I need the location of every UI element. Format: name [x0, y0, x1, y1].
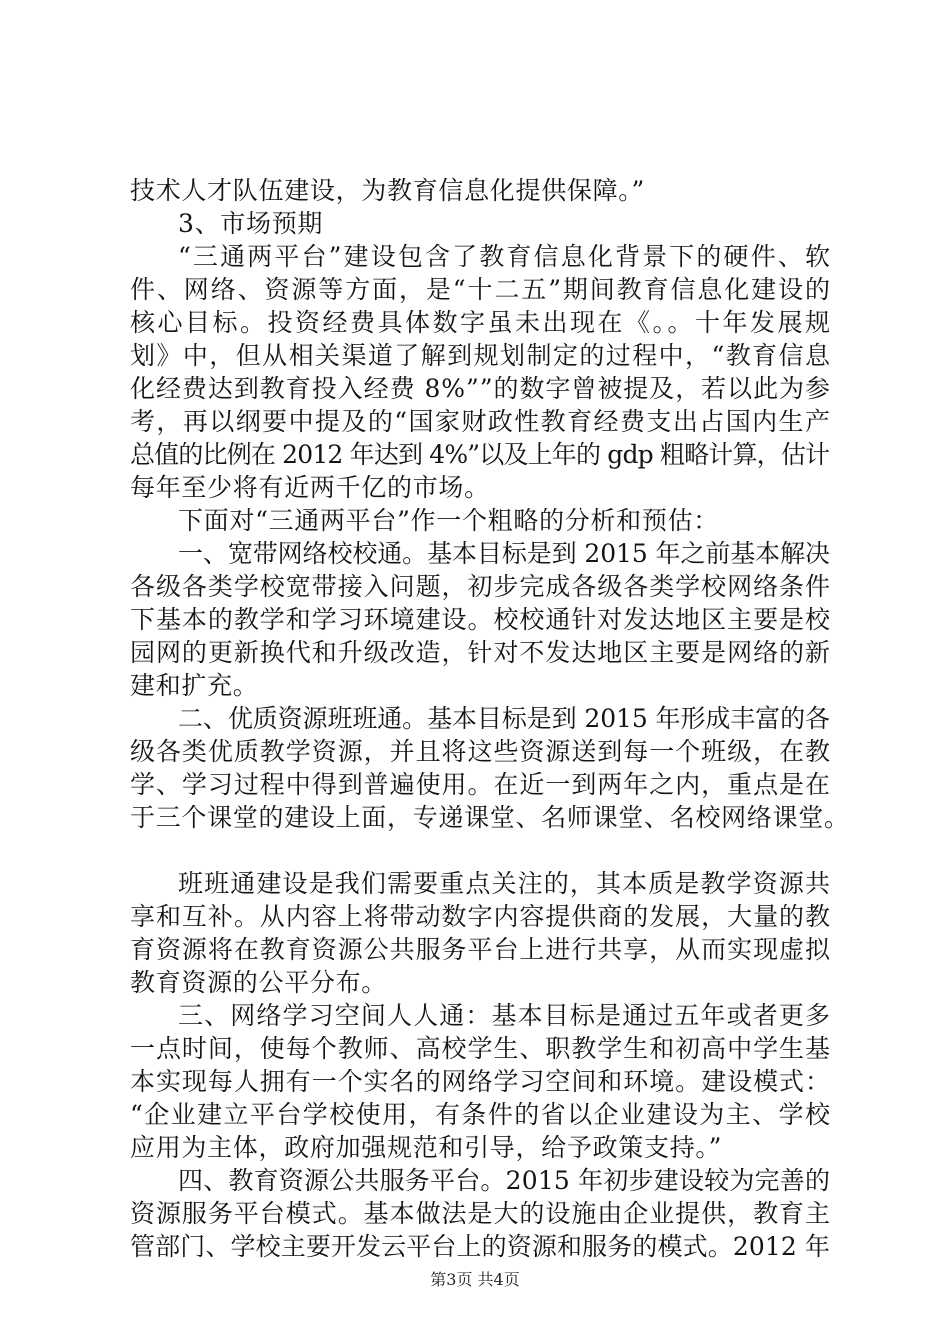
text-line: 应用为主体，政府加强规范和引导，给予政策支持。”	[130, 1133, 723, 1162]
text-line: 技术人才队伍建设，为教育信息化提供保障。”	[130, 176, 645, 205]
text-line: 级各类优质教学资源，并且将这些资源送到每一个班级，在教	[130, 737, 831, 766]
paragraph	[130, 240, 833, 504]
text-line: 教育资源的公平分布。	[130, 968, 388, 997]
text-line: 核心目标。投资经费具体数字虽未出现在《。。十年发展规	[130, 308, 833, 337]
page-footer	[0, 1267, 950, 1293]
text-line: “三通两平台”建设包含了教育信息化背景下的硬件、软	[178, 242, 833, 271]
text-line: 于三个课堂的建设上面，专递课堂、名师课堂、名校网络课堂。	[130, 803, 850, 832]
text-line: 件、网络、资源等方面，是“十二五”期间教育信息化建设的	[130, 275, 832, 304]
text-line: 学、学习过程中得到普遍使用。在近一到两年之内，重点是在	[130, 770, 831, 799]
text-line: 育资源将在教育资源公共服务平台上进行共享，从而实现虚拟	[130, 935, 831, 964]
page-number-label: 第3页 共4页	[430, 1270, 520, 1289]
text-line: 各级各类学校宽带接入问题，初步完成各级各类学校网络条件	[130, 572, 831, 601]
text-line: 3、市场预期	[178, 209, 324, 238]
text-line: 管部门、学校主要开发云平台上的资源和服务的模式。2012 年	[130, 1232, 831, 1261]
text-line: 考，再以纲要中提及的“国家财政性教育经费支出占国内生产	[130, 407, 832, 436]
text-line: 享和互补。从内容上将带动数字内容提供商的发展，大量的教	[130, 902, 831, 931]
text-line: 班班通建设是我们需要重点关注的，其本质是教学资源共	[178, 869, 832, 898]
text-line: 本实现每人拥有一个实名的网络学习空间和环境。建设模式：	[130, 1067, 831, 1096]
text-line: 建和扩充。	[130, 671, 259, 700]
paragraph	[130, 999, 830, 1164]
text-line: 每年至少将有近两千亿的市场。	[130, 473, 490, 502]
paragraph	[130, 174, 830, 207]
paragraph	[130, 537, 830, 702]
paragraph	[130, 702, 850, 834]
blank-line	[130, 834, 830, 867]
paragraph	[130, 504, 830, 537]
text-line: 下面对“三通两平台”作一个粗略的分析和预估：	[178, 506, 719, 535]
paragraph	[130, 867, 830, 999]
text-line: 二、优质资源班班通。基本目标是到 2015 年形成丰富的各	[178, 704, 830, 733]
text-line: 一点时间，使每个教师、高校学生、职教学生和初高中学生基	[130, 1034, 831, 1063]
text-line: 一、宽带网络校校通。基本目标是到 2015 年之前基本解决	[178, 539, 830, 568]
text-line: 下基本的教学和学习环境建设。校校通针对发达地区主要是校	[130, 605, 831, 634]
text-line: 资源服务平台模式。基本做法是大的设施由企业提供，教育主	[130, 1199, 831, 1228]
section-heading	[130, 207, 830, 240]
text-line: 四、教育资源公共服务平台。2015 年初步建设较为完善的	[178, 1166, 831, 1195]
text-line: 化经费达到教育投入经费 8%””的数字曾被提及，若以此为参	[130, 374, 831, 403]
body-text	[130, 174, 850, 1263]
text-line: “企业建立平台学校使用，有条件的省以企业建设为主、学校	[130, 1100, 832, 1129]
text-line: 划》中，但从相关渠道了解到规划制定的过程中，“教育信息	[130, 341, 832, 370]
paragraph	[130, 1164, 830, 1263]
text-line: 三、网络学习空间人人通：基本目标是通过五年或者更多	[178, 1001, 832, 1030]
text-line: 总值的比例在 2012 年达到 4%”以及上年的 gdp 粗略计算，估计	[130, 440, 830, 469]
text-line: 园网的更新换代和升级改造，针对不发达地区主要是网络的新	[130, 638, 831, 667]
